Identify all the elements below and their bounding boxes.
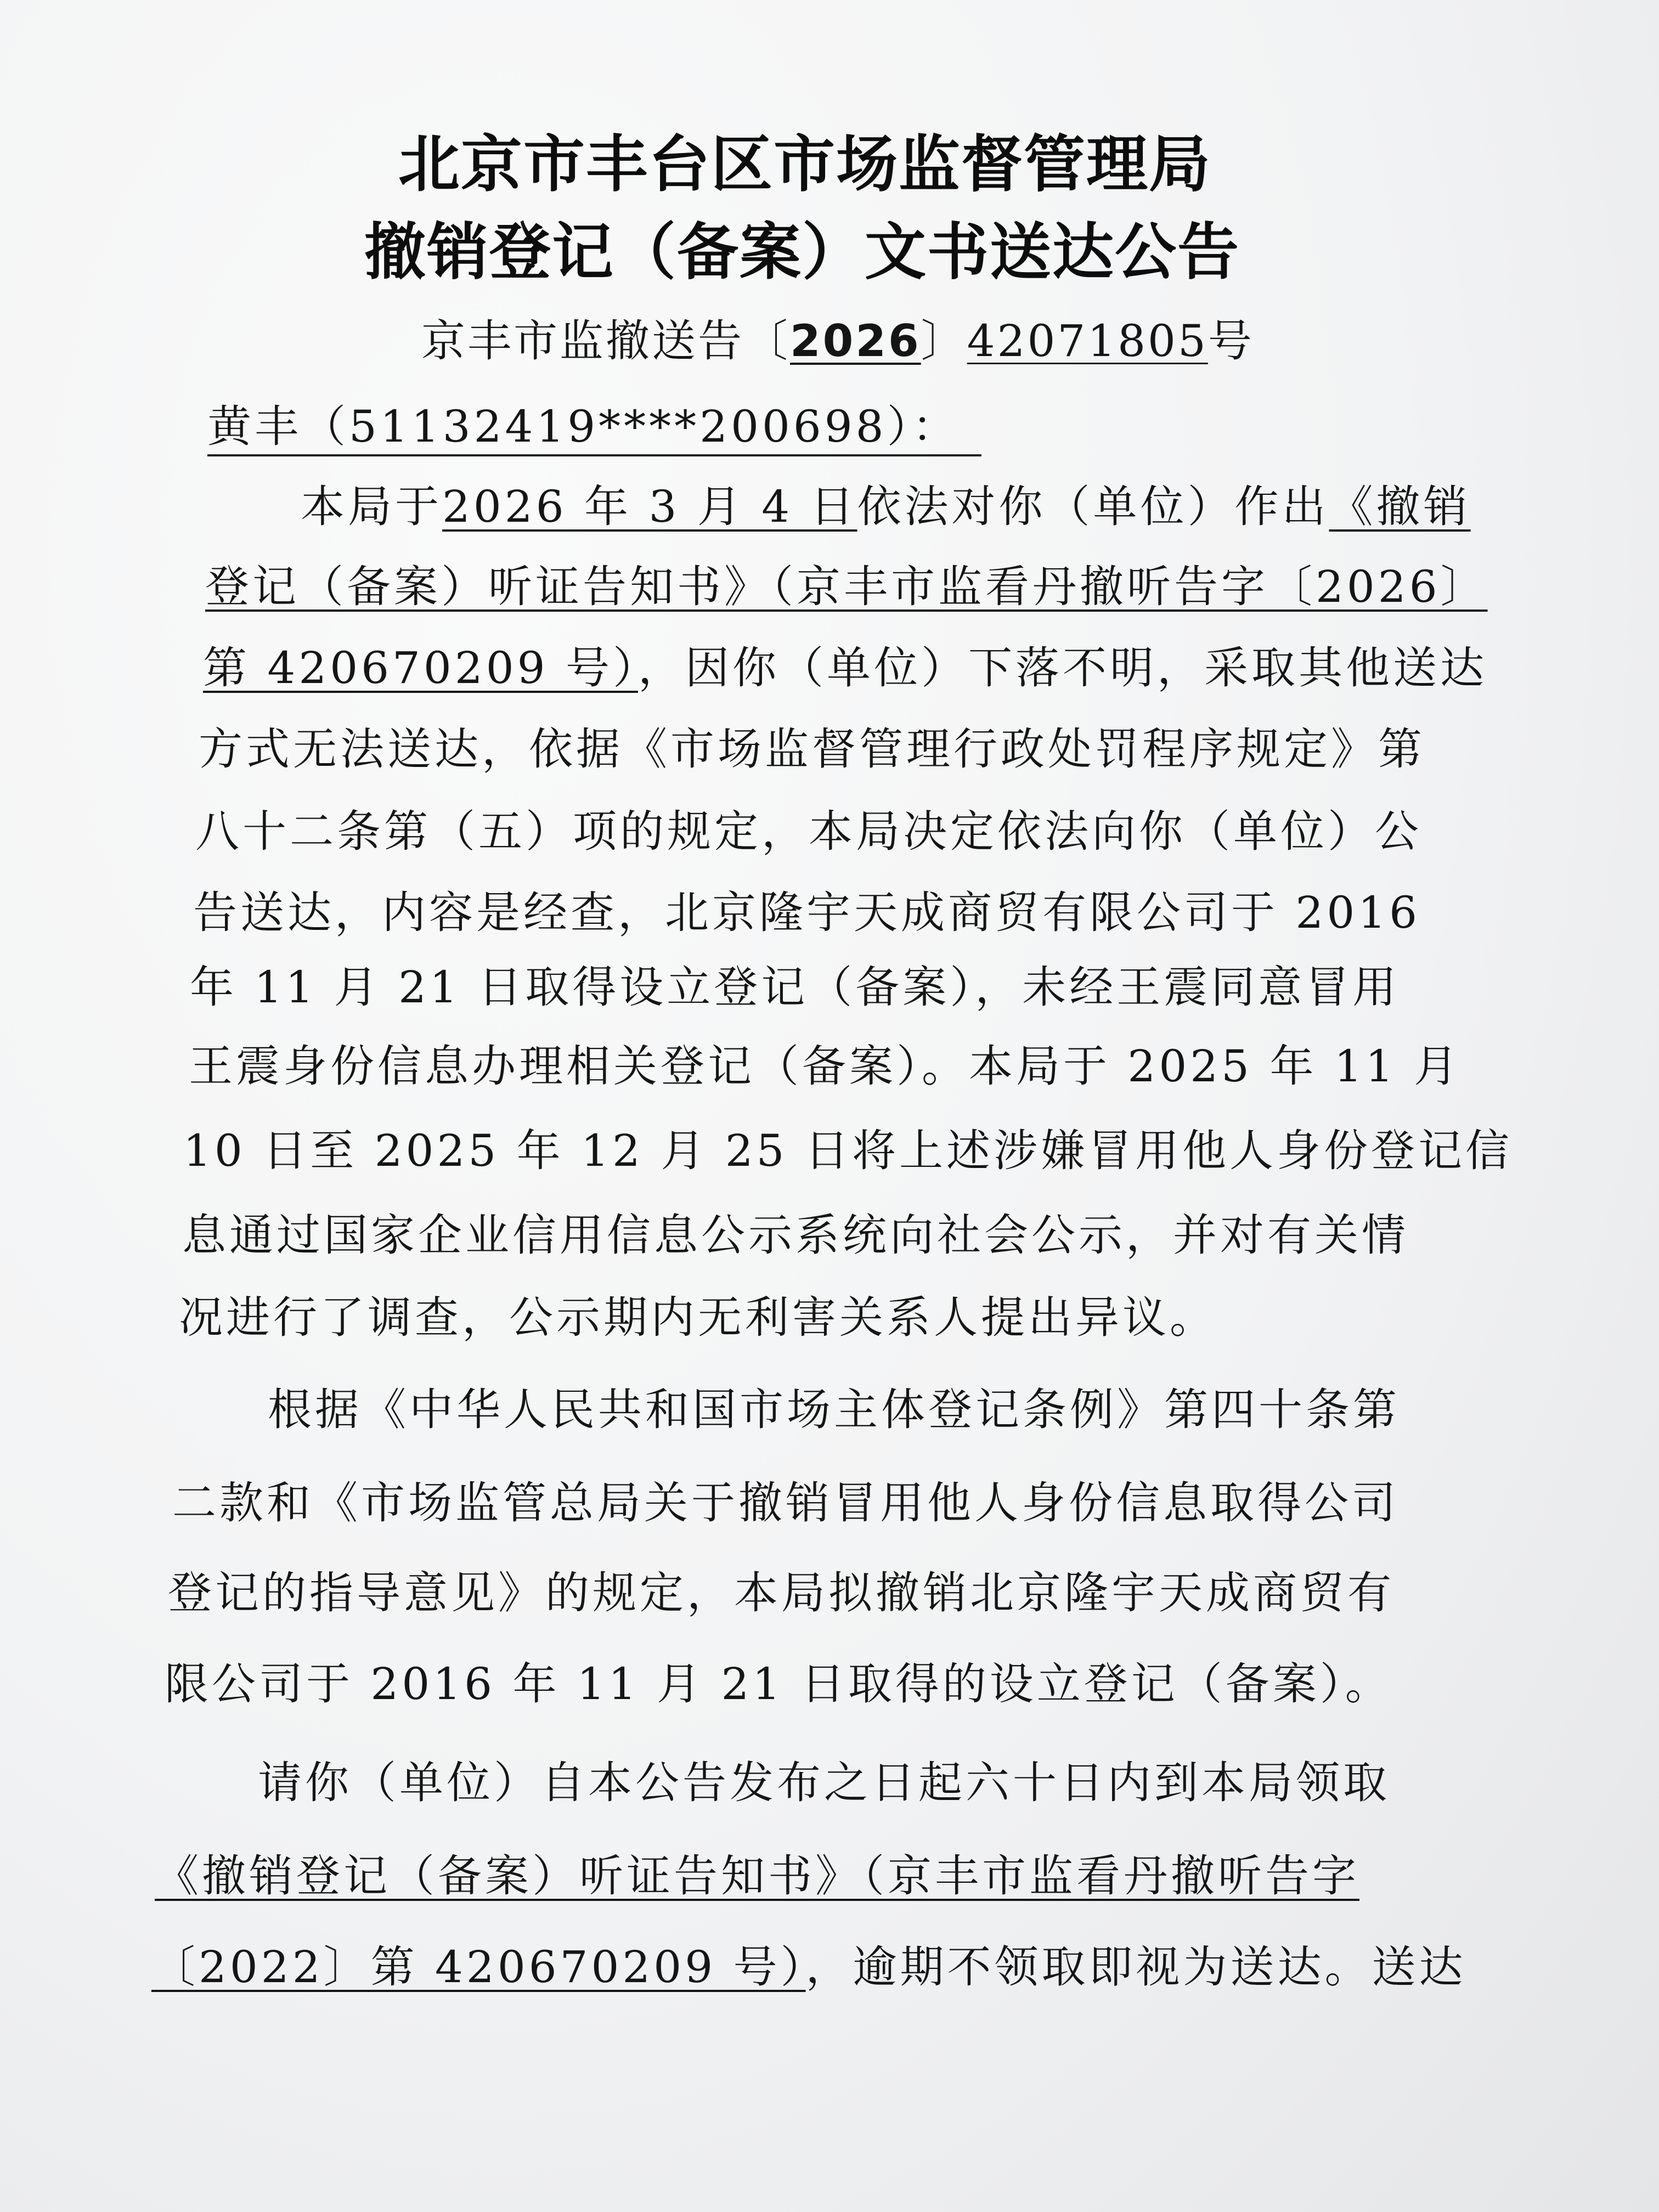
text-run: ，因你（单位）下落不明，采取其他送达 <box>637 642 1487 693</box>
text-run: ，逾期不领取即视为送达。送达 <box>805 1942 1466 1993</box>
paragraph1-line3 <box>203 642 1487 693</box>
paragraph1-line8: 王震身份信息办理相关登记（备案）。本局于 2025 年 11 月 <box>189 1041 1462 1092</box>
underlined-doc-title: 登记（备案）听证告知书》（京丰市监看丹撤听告字〔2026〕 <box>205 561 1488 612</box>
underlined-doc-number: 〔2022〕第 420670209 号） <box>151 1942 806 1993</box>
doc-number-prefix: 京丰市监撤送告〔 <box>421 315 790 366</box>
text-run: 依法对你（单位）作出 <box>857 481 1329 532</box>
underlined-doc-title: 《撤销 <box>1329 481 1471 532</box>
document-title-line1: 北京市丰台区市场监督管理局 <box>398 129 1211 200</box>
underlined-doc-number: 第 420670209 号） <box>203 642 638 693</box>
paragraph1-line1 <box>301 481 1471 532</box>
document-title-line2: 撤销登记（备案）文书送达公告 <box>364 217 1240 288</box>
doc-number-serial: 42071805 <box>967 315 1208 366</box>
underlined-doc-title: 《撤销登记（备案）听证告知书》（京丰市监看丹撤听告字 <box>155 1850 1359 1901</box>
paragraph1-line11: 况进行了调查，公示期内无利害关系人提出异议。 <box>179 1292 1217 1343</box>
paragraph2-line3: 登记的指导意见》的规定，本局拟撤销北京隆宇天成商贸有 <box>168 1567 1395 1618</box>
paragraph1-line2 <box>205 561 1488 612</box>
underlined-date: 2026 年 3 月 4 日 <box>442 481 857 532</box>
text-run: 本局于 <box>301 481 442 532</box>
paragraph1-line4: 方式无法送达，依据《市场监督管理行政处罚程序规定》第 <box>199 724 1425 775</box>
recipient: 黄丰（51132419****200698）： <box>207 405 981 456</box>
paragraph1-line10: 息通过国家企业信用信息公示系统向社会公示，并对有关情 <box>182 1210 1409 1261</box>
paragraph2-line1: 根据《中华人民共和国市场主体登记条例》第四十条第 <box>268 1384 1400 1435</box>
paragraph1-line5: 八十二条第（五）项的规定，本局决定依法向你（单位）公 <box>195 806 1422 857</box>
paragraph2-line4: 限公司于 2016 年 11 月 21 日取得的设立登记（备案）。 <box>165 1658 1392 1709</box>
paragraph3-line3 <box>151 1942 1466 1993</box>
paragraph2-line2: 二款和《市场监管总局关于撤销冒用他人身份信息取得公司 <box>172 1477 1399 1528</box>
doc-number-suffix: 号 <box>1207 315 1254 366</box>
document-number <box>421 315 1254 366</box>
paragraph1-line7: 年 11 月 21 日取得设立登记（备案），未经王震同意冒用 <box>190 962 1400 1013</box>
paragraph1-line6: 告送达，内容是经查，北京隆宇天成商贸有限公司于 2016 <box>193 887 1421 938</box>
doc-number-year: 2026 <box>790 315 921 366</box>
paragraph3-line2 <box>155 1850 1359 1901</box>
doc-number-bracket: 〕 <box>921 315 967 366</box>
paragraph1-line9: 10 日至 2025 年 12 月 25 日将上述涉嫌冒用他人身份登记信 <box>183 1125 1513 1176</box>
paragraph3-line1: 请你（单位）自本公告发布之日起六十日内到本局领取 <box>258 1757 1390 1808</box>
